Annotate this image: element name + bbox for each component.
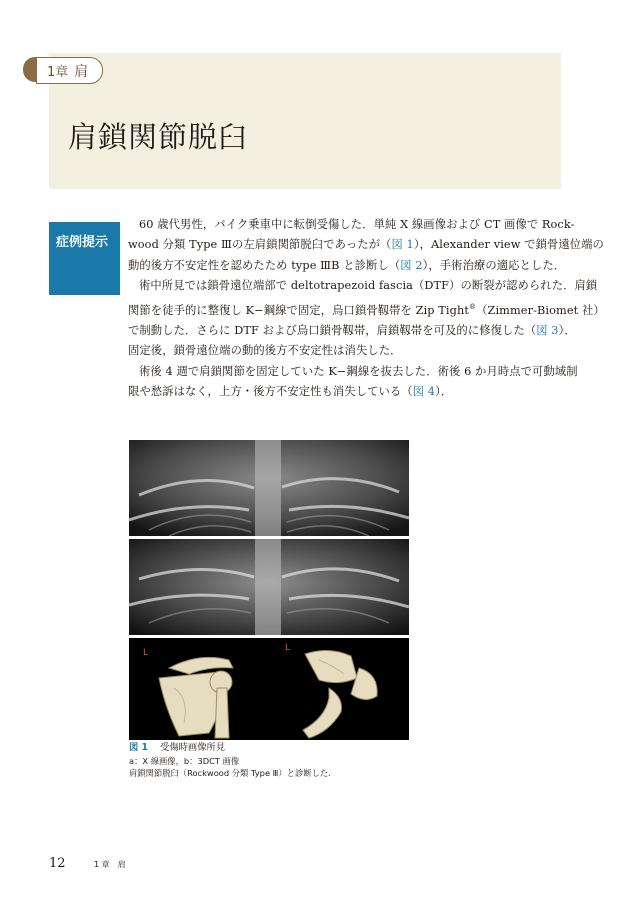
text-line [128, 382, 561, 402]
paragraph-2 [128, 276, 605, 361]
section-label: 症例提示 [49, 222, 120, 295]
text-span: ）． [558, 323, 576, 337]
caption-title-text: 受傷時画像所見 [160, 742, 226, 753]
text-span: （Zimmer-Biomet 社） [476, 303, 605, 317]
xray-image-2 [129, 539, 409, 635]
paragraph-1 [128, 215, 604, 276]
text-span: 限や愁訴はなく，上方・後方不安定性も消失している（ [128, 385, 413, 399]
text-line [128, 321, 576, 341]
figure-ref-link[interactable]: 図 3 [536, 323, 559, 337]
text-span: ），手術治療の適応とした． [422, 258, 566, 272]
body-text [128, 215, 605, 402]
text-span: 動的後方不安定性を認めたため type ⅢB と診断し（ [128, 258, 401, 272]
ct-3d-image [129, 638, 409, 740]
text-line: 術中所見では鎖骨遠位端部で deltotrapezoid fascia（DTF）の断裂が認められた．肩鎖 [139, 279, 598, 293]
paragraph-3 [128, 362, 578, 403]
chapter-label: 1章 [47, 65, 69, 80]
chapter-tag [36, 57, 103, 84]
caption-line-1: a：X 線画像，b：3DCT 画像 [129, 755, 240, 766]
caption-line-2: 肩鎖関節脱臼（Rockwood 分類 Type Ⅲ）と診断した． [129, 768, 337, 778]
text-span: wood 分類 Type Ⅲの左肩鎖関節脱臼であったが（ [128, 238, 392, 252]
text-span: 関節を徒手的に整復し K−鋼線で固定，烏口鎖骨靱帯を Zip Tight [128, 303, 469, 317]
ct-marker-right: L [285, 643, 291, 653]
figure-ref-link[interactable]: 図 2 [400, 258, 423, 272]
text-line: 固定後，鎖骨遠位端の動的後方不安定性は消失した． [128, 344, 402, 358]
running-head: 1 章 肩 [94, 860, 126, 869]
xray-image-1 [129, 440, 409, 536]
registered-mark: ® [469, 302, 477, 311]
figure-caption [129, 742, 559, 780]
page-title: 肩鎖関節脱臼 [68, 120, 249, 154]
text-line [128, 235, 604, 255]
text-line [128, 297, 605, 321]
text-span: で制動した．さらに DTF および烏口鎖骨靱帯，肩鎖靱帯を可及的に修復した（ [128, 323, 537, 337]
caption-number: 図 1 [129, 742, 149, 753]
chapter-name: 肩 [74, 63, 89, 80]
ct-marker-left: L [143, 648, 149, 658]
text-line: 60 歳代男性，バイク乗車中に転倒受傷した．単純 X 線画像および CT 画像で Rock- [139, 218, 575, 231]
page-number: 12 [49, 856, 66, 871]
text-line: 術後 4 週で肩鎖関節を固定していた K−鋼線を抜去した．術後 6 か月時点で可動域制 [139, 364, 578, 378]
text-span: ）． [435, 385, 453, 399]
text-line [128, 256, 566, 276]
figure-ref-link[interactable]: 図 4 [412, 385, 436, 399]
caption-title [129, 742, 559, 755]
text-span: ），Alexander view で鎖骨遠位端の [413, 238, 604, 252]
figure-ref-link[interactable]: 図 1 [391, 238, 414, 252]
